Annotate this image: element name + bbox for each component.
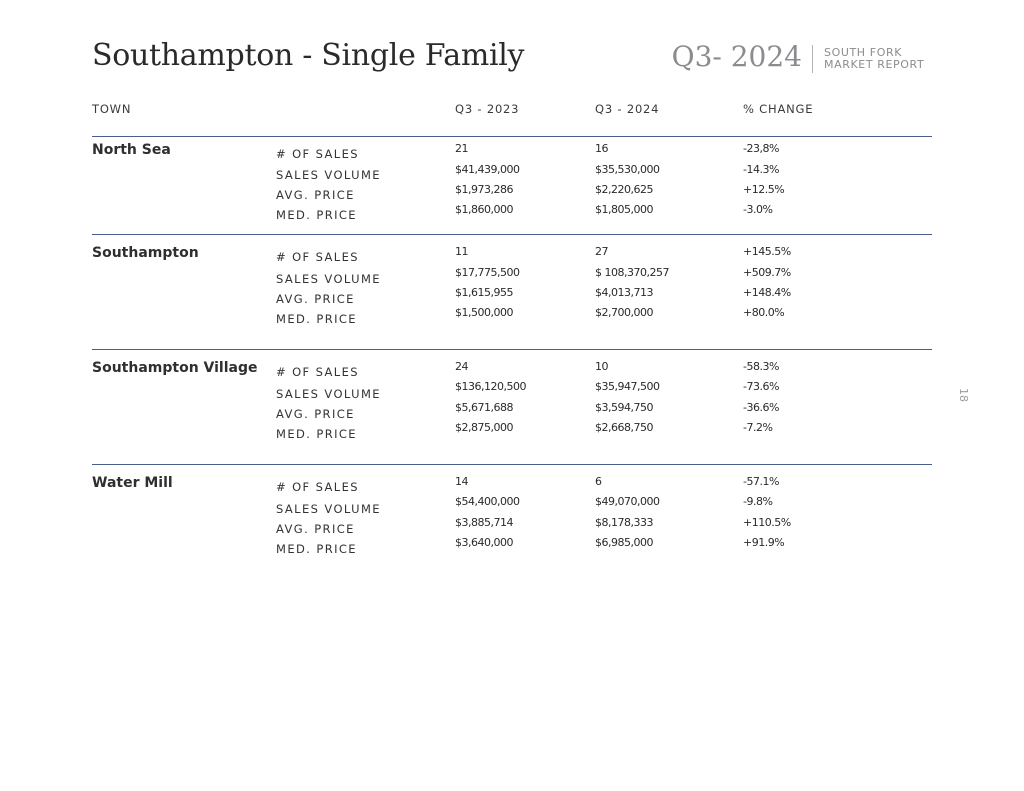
table-cell: -57.1%: [743, 475, 779, 488]
table-cell: -9.8%: [743, 495, 773, 508]
table-cell: 14: [455, 475, 468, 488]
table-cell: +509.7%: [743, 266, 791, 279]
table-cell: $3,640,000: [455, 536, 513, 549]
table-cell: 21: [455, 142, 468, 155]
column-header-change: % CHANGE: [743, 102, 814, 116]
table-cell: 24: [455, 360, 468, 373]
town-name: Southampton: [92, 245, 199, 261]
table-cell: $3,594,750: [595, 401, 653, 414]
metric-label-sales: # OF SALES: [276, 480, 359, 494]
header-divider: [812, 45, 813, 73]
metric-label-med-price: MED. PRICE: [276, 427, 357, 441]
divider-north-sea: [92, 136, 932, 137]
table-cell: $1,860,000: [455, 203, 513, 216]
table-cell: -3.0%: [743, 203, 773, 216]
metric-label-sales: # OF SALES: [276, 365, 359, 379]
divider-southampton-village: [92, 349, 932, 350]
table-cell: $35,947,500: [595, 380, 660, 393]
divider-southampton: [92, 234, 932, 235]
column-header-town: TOWN: [92, 102, 132, 116]
metric-label-med-price: MED. PRICE: [276, 312, 357, 326]
table-cell: $5,671,688: [455, 401, 513, 414]
table-cell: $1,973,286: [455, 183, 513, 196]
table-cell: $17,775,500: [455, 266, 520, 279]
table-cell: 10: [595, 360, 608, 373]
table-cell: $6,985,000: [595, 536, 653, 549]
table-cell: $ 108,370,257: [595, 266, 669, 279]
report-label: [824, 47, 924, 71]
table-cell: 11: [455, 245, 468, 258]
table-cell: $8,178,333: [595, 516, 653, 529]
table-cell: -14.3%: [743, 163, 779, 176]
column-header-q3-2024: Q3 - 2024: [595, 102, 660, 116]
metric-label-volume: SALES VOLUME: [276, 387, 381, 401]
column-header-q3-2023: Q3 - 2023: [455, 102, 520, 116]
table-cell: $2,700,000: [595, 306, 653, 319]
table-cell: $3,885,714: [455, 516, 513, 529]
table-cell: -58.3%: [743, 360, 779, 373]
metric-label-volume: SALES VOLUME: [276, 502, 381, 516]
metric-label-volume: SALES VOLUME: [276, 272, 381, 286]
metric-label-avg-price: AVG. PRICE: [276, 188, 355, 202]
table-cell: $1,805,000: [595, 203, 653, 216]
table-cell: -23,8%: [743, 142, 779, 155]
town-name: North Sea: [92, 142, 171, 158]
table-cell: $35,530,000: [595, 163, 660, 176]
report-label-line2: MARKET REPORT: [824, 58, 925, 71]
table-cell: -36.6%: [743, 401, 779, 414]
table-cell: +145.5%: [743, 245, 791, 258]
town-name: Southampton Village: [92, 360, 258, 376]
metric-label-volume: SALES VOLUME: [276, 168, 381, 182]
table-cell: 6: [595, 475, 602, 488]
table-cell: $2,875,000: [455, 421, 513, 434]
metric-label-sales: # OF SALES: [276, 250, 359, 264]
report-quarter: Q3- 2024: [671, 40, 802, 73]
page-title: Southampton - Single Family: [92, 38, 525, 73]
table-cell: $2,668,750: [595, 421, 653, 434]
table-cell: $54,400,000: [455, 495, 520, 508]
table-cell: -7.2%: [743, 421, 773, 434]
table-cell: 27: [595, 245, 608, 258]
table-cell: $1,500,000: [455, 306, 513, 319]
table-cell: +80.0%: [743, 306, 785, 319]
metric-label-avg-price: AVG. PRICE: [276, 292, 355, 306]
table-cell: $41,439,000: [455, 163, 520, 176]
page-number: 18: [957, 388, 970, 402]
table-cell: +12.5%: [743, 183, 785, 196]
table-cell: -73.6%: [743, 380, 779, 393]
metric-label-med-price: MED. PRICE: [276, 208, 357, 222]
table-cell: $49,070,000: [595, 495, 660, 508]
metric-label-avg-price: AVG. PRICE: [276, 407, 355, 421]
table-cell: +110.5%: [743, 516, 791, 529]
divider-water-mill: [92, 464, 932, 465]
table-cell: +91.9%: [743, 536, 785, 549]
report-label-line1: SOUTH FORK: [824, 46, 903, 59]
metric-label-med-price: MED. PRICE: [276, 542, 357, 556]
table-cell: $2,220,625: [595, 183, 653, 196]
table-cell: 16: [595, 142, 608, 155]
table-cell: +148.4%: [743, 286, 791, 299]
table-cell: $4,013,713: [595, 286, 653, 299]
table-cell: $136,120,500: [455, 380, 526, 393]
table-cell: $1,615,955: [455, 286, 513, 299]
town-name: Water Mill: [92, 475, 173, 491]
metric-label-sales: # OF SALES: [276, 147, 359, 161]
metric-label-avg-price: AVG. PRICE: [276, 522, 355, 536]
